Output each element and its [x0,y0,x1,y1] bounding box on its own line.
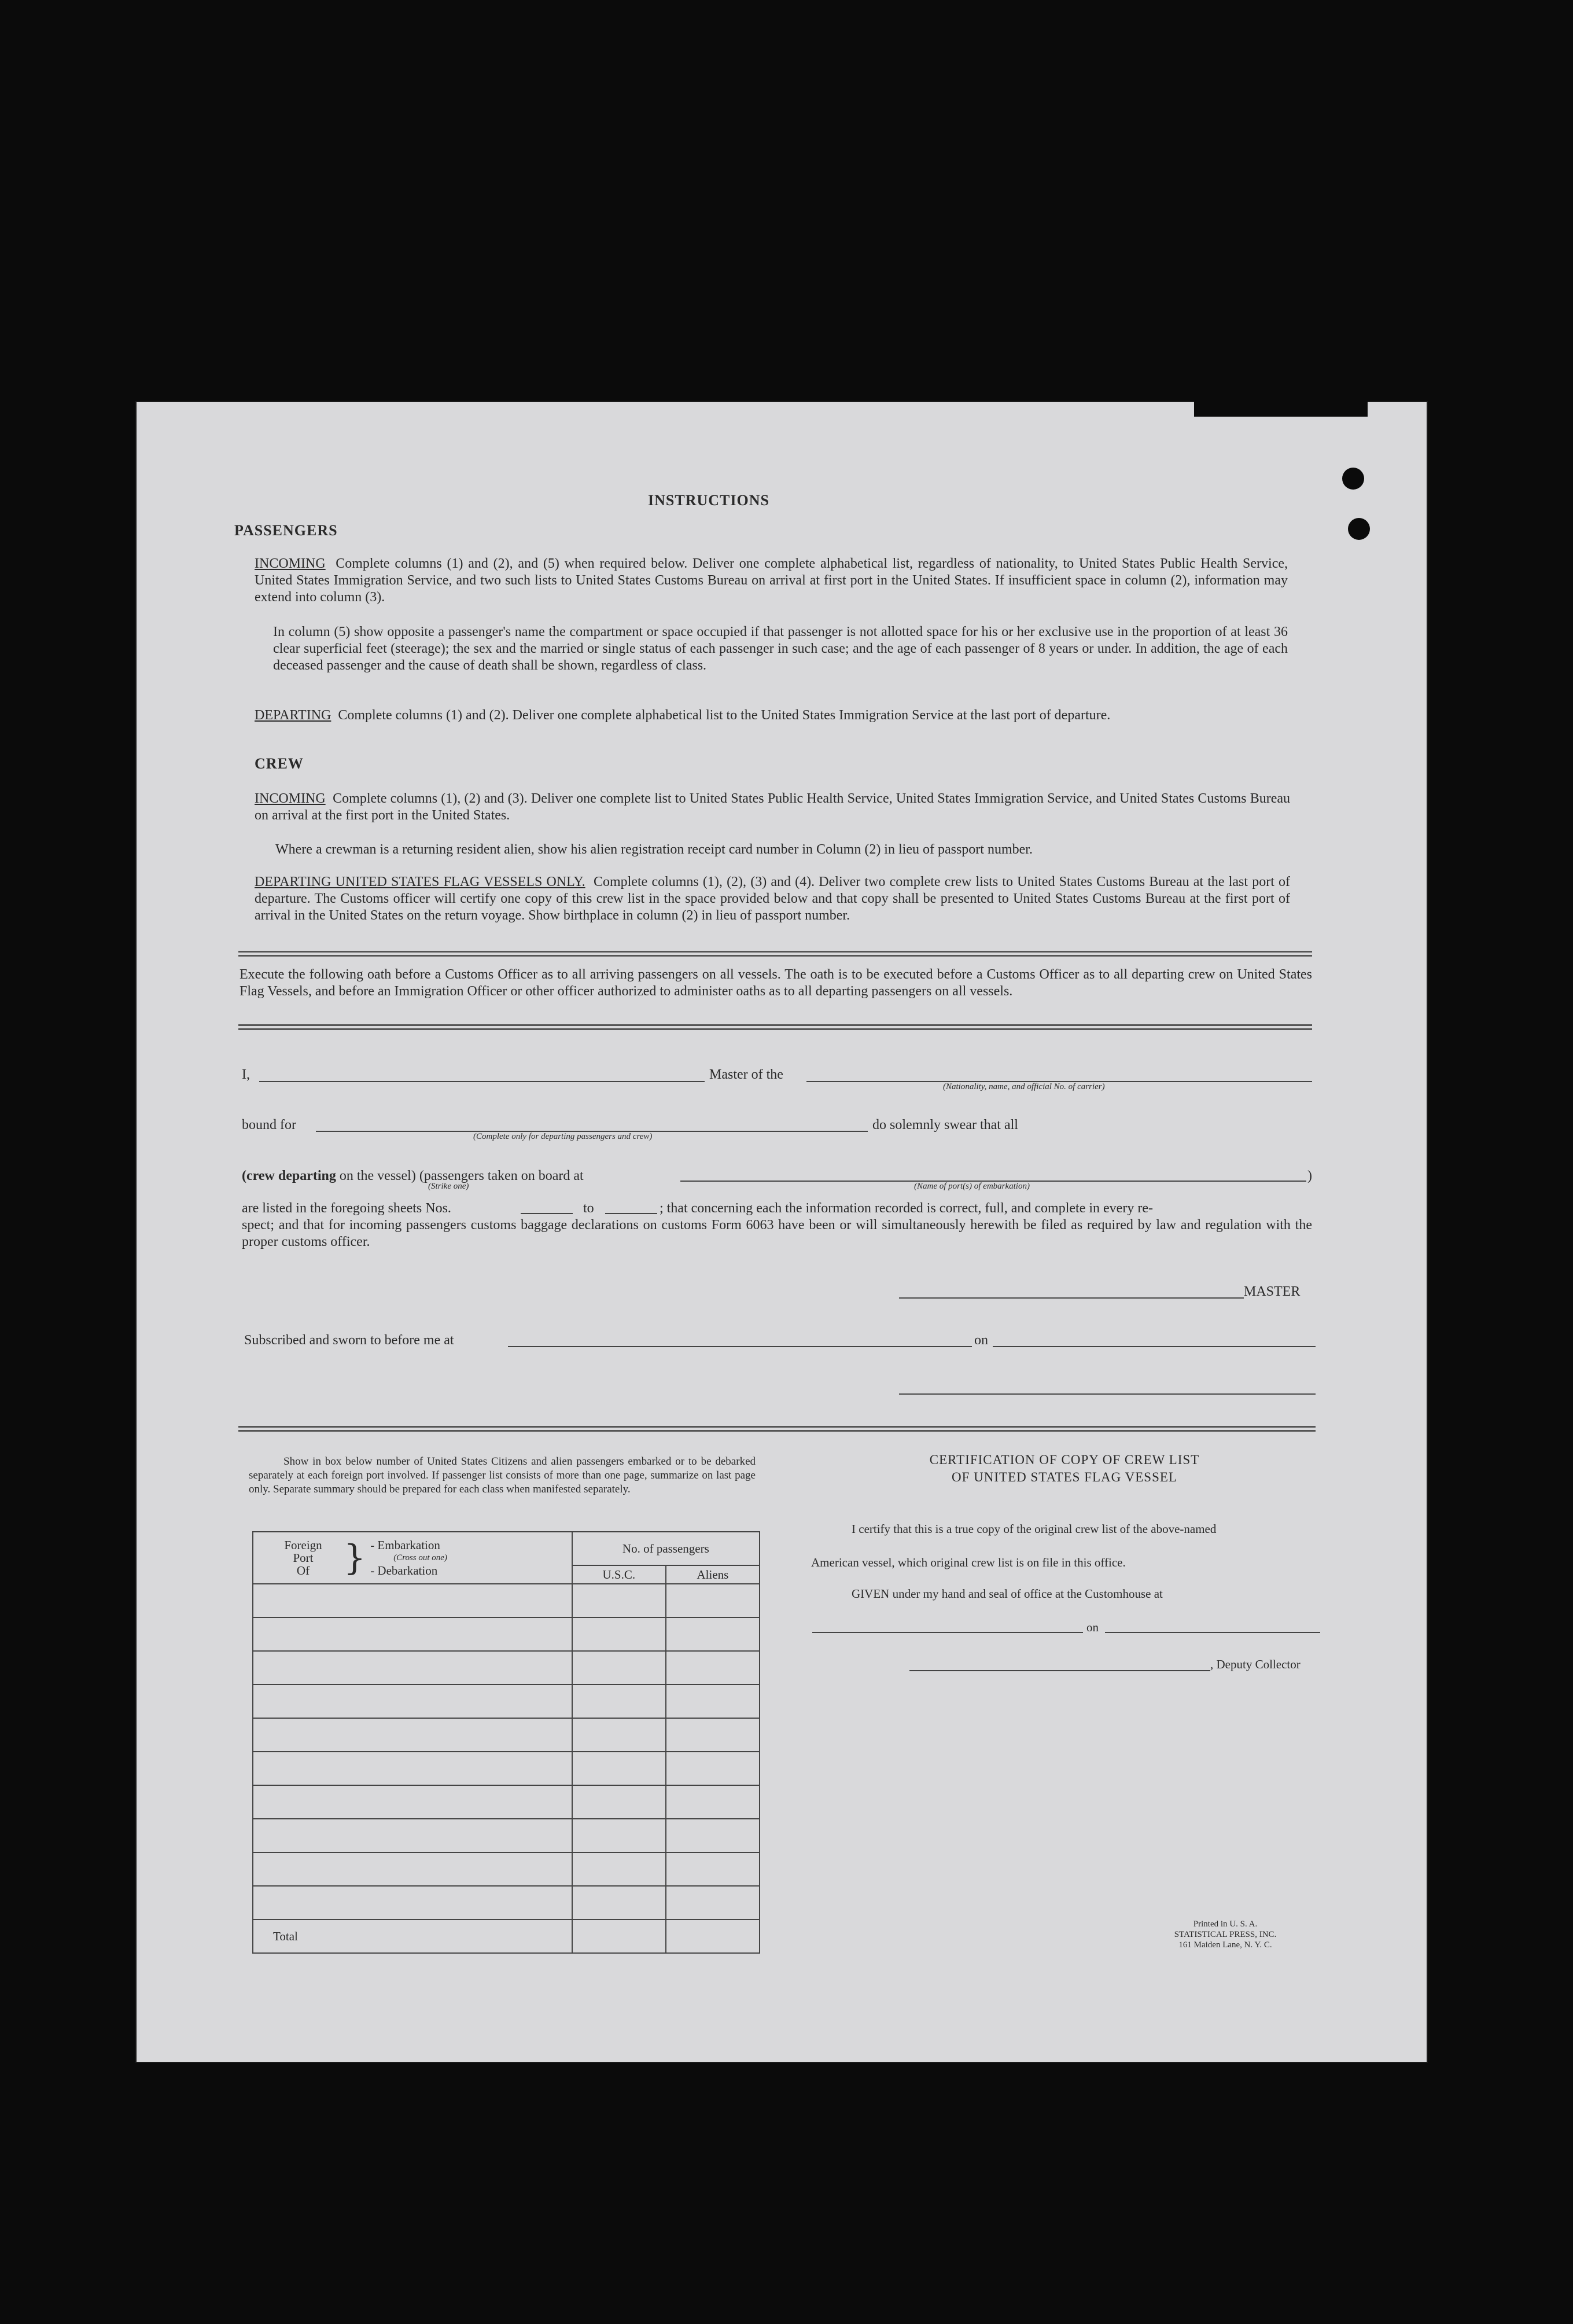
departing-text: Complete columns (1) and (2). Deliver one complete alphabetical list to the United States Immigration Service at the last port of departure. [338,708,1111,723]
usc-cell[interactable] [572,1819,666,1852]
cert-line3: GIVEN under my hand and seal of office at the Customhouse at [852,1587,1163,1601]
table-row [253,1718,760,1752]
punch-hole [1348,518,1370,540]
printer-imprint [1134,1919,1317,1950]
scan-tab-shadow [1194,399,1368,417]
subscribed-label: Subscribed and sworn to before me at [244,1333,454,1348]
usc-header: U.S.C. [572,1565,666,1584]
cert-title-line1: CERTIFICATION OF COPY OF CREW LIST [929,1452,1200,1467]
aliens-cell[interactable] [666,1785,760,1819]
port-cell[interactable] [253,1584,572,1617]
sheet-from-field[interactable] [521,1213,573,1214]
aliens-cell[interactable] [666,1651,760,1685]
foreign-label: Foreign [284,1538,322,1552]
aliens-cell[interactable] [666,1617,760,1651]
port-label: Port [293,1551,314,1565]
aliens-cell[interactable] [666,1886,760,1919]
port-cell[interactable] [253,1718,572,1752]
passenger-count-table [252,1531,760,1954]
departing-caption: (Complete only for departing passengers and crew) [473,1132,653,1141]
officer-signature-field[interactable] [899,1393,1316,1395]
table-row [253,1584,760,1617]
usc-total-cell[interactable] [572,1919,666,1953]
aliens-cell[interactable] [666,1718,760,1752]
cert-line2: American vessel, which original crew list is on file in this office. [811,1556,1126,1569]
listed-to: to [583,1201,594,1216]
port-caption: (Name of port(s) of embarkation) [914,1182,1030,1191]
printer-line2: STATISTICAL PRESS, INC. [1174,1930,1277,1939]
master-signature-field[interactable] [899,1297,1244,1299]
printer-line1: Printed in U. S. A. [1193,1919,1258,1929]
table-row [253,1617,760,1651]
port-header [253,1532,572,1584]
port-cell[interactable] [253,1617,572,1651]
usc-cell[interactable] [572,1718,666,1752]
crew-departing-label: DEPARTING UNITED STATES FLAG VESSELS ONLY. [255,874,585,889]
aliens-cell[interactable] [666,1752,760,1785]
master-label: MASTER [1244,1284,1301,1299]
usc-cell[interactable] [572,1685,666,1718]
divider [238,951,1312,957]
crew-heading: CREW [255,755,304,772]
table-row [253,1685,760,1718]
master-of-label: Master of the [709,1067,783,1082]
cert-title [810,1451,1319,1486]
total-label: Total [253,1919,572,1953]
table-row [253,1819,760,1852]
sworn-on-label: on [974,1333,988,1348]
i-label: I, [242,1067,250,1082]
listed-c: spect; and that for incoming passengers customs baggage declarations on customs Form 6063 have been or will simultaneously herewith be filed as required by law and regulation with the proper customs officer. [242,1218,1312,1249]
usc-cell[interactable] [572,1886,666,1919]
aliens-cell[interactable] [666,1819,760,1852]
crew-incoming-label: INCOMING [255,791,326,806]
num-passengers-header: No. of passengers [572,1532,760,1565]
departing-label: DEPARTING [255,708,331,723]
box-note: Show in box below number of United States Citizens and alien passengers embarked or to be debarked separately at each foreign port involved. If passenger list consists of more than one page, summarize on last page only. Separate summary should be prepared for each class when manifested separately. [249,1455,756,1495]
usc-cell[interactable] [572,1752,666,1785]
usc-cell[interactable] [572,1651,666,1685]
page-title: INSTRUCTIONS [648,492,769,509]
usc-cell[interactable] [572,1785,666,1819]
punch-hole [1342,468,1364,490]
passengers-heading: PASSENGERS [234,522,338,539]
passengers-departing [255,707,1288,724]
table-row [253,1752,760,1785]
total-row [253,1919,760,1953]
port-cell[interactable] [253,1752,572,1785]
oath-intro: Execute the following oath before a Customs Officer as to all arriving passengers on all vessels. The oath is to be executed before a Customs Officer as to all departing crew on United States Flag Vessels, and before an Immigration Officer or other officer authorized to administer oaths as to all departing passengers on all vessels. [240,967,1312,999]
cert-title-line2: OF UNITED STATES FLAG VESSEL [952,1470,1177,1484]
cert-line1: I certify that this is a true copy of the original crew list of the above-named [852,1522,1217,1536]
aliens-total-cell[interactable] [666,1919,760,1953]
usc-cell[interactable] [572,1584,666,1617]
master-name-field[interactable] [259,1081,705,1082]
nationality-caption: (Nationality, name, and official No. of carrier) [943,1082,1105,1091]
strike-one-caption: (Strike one) [428,1182,469,1191]
cert-date-field[interactable] [1105,1632,1320,1633]
crew-strike-line [242,1168,584,1185]
aliens-cell[interactable] [666,1584,760,1617]
sheet-to-field[interactable] [605,1213,657,1214]
table-row [253,1651,760,1685]
sworn-date-field[interactable] [993,1346,1316,1347]
cross-out-note: (Cross out one) [393,1553,447,1562]
passengers-incoming [255,556,1288,606]
table-row [253,1785,760,1819]
embarkation-option[interactable]: - Embarkation [370,1538,440,1552]
close-paren: ) [1307,1168,1312,1183]
bound-for-label: bound for [242,1117,296,1132]
customhouse-field[interactable] [812,1632,1083,1633]
incoming-label: INCOMING [255,556,326,571]
crew-departing [255,874,1290,924]
port-cell[interactable] [253,1852,572,1886]
usc-cell[interactable] [572,1617,666,1651]
swear-text: do solemnly swear that all [872,1117,1018,1132]
listed-b: ; that concerning each the information recorded is correct, full, and complete in every re- [660,1201,1153,1216]
port-cell[interactable] [253,1886,572,1919]
port-cell[interactable] [253,1819,572,1852]
port-cell[interactable] [253,1685,572,1718]
aliens-cell[interactable] [666,1685,760,1718]
divider [238,1426,1316,1432]
crew-incoming-text: Complete columns (1), (2) and (3). Deliver one complete list to United States Public Health Service, United States Immigration Service, and United States Customs Bureau on arrival at the first port in the United States. [255,791,1291,823]
aliens-cell[interactable] [666,1852,760,1886]
crew-resident: Where a crewman is a returning resident alien, show his alien registration receipt card number in Column (2) in lieu of passport number. [275,842,1033,857]
passengers-option[interactable]: (passengers taken on board at [419,1168,584,1183]
foreign-port-of [263,1539,344,1577]
table-row [253,1886,760,1919]
port-cell[interactable] [253,1651,572,1685]
deputy-signature-field[interactable] [909,1670,1210,1671]
of-label: Of [296,1564,310,1577]
debarkation-option[interactable]: - Debarkation [370,1564,438,1577]
printer-line3: 161 Maiden Lane, N. Y. C. [1178,1940,1272,1950]
listed-a: are listed in the foregoing sheets Nos. [242,1201,451,1216]
deputy-label: , Deputy Collector [1210,1657,1301,1671]
port-cell[interactable] [253,1785,572,1819]
cert-on-label: on [1086,1620,1099,1634]
crew-departing-text: Complete columns (1), (2), (3) and (4). Deliver two complete crew lists to United States Customs Bureau at the last port of departure. The Customs officer will certify one copy of this crew list in the space provided below and that copy shall be presented to United States Customs Bureau at the first port of arrival in the United States on the return voyage. Show birthplace in column (2) in lieu of passport number. [255,874,1291,923]
embark-options [366,1539,447,1577]
aliens-header: Aliens [666,1565,760,1584]
incoming-text: Complete columns (1) and (2), and (5) when required below. Deliver one complete alphabetical list, regardless of nationality, to United States Public Health Service, United States Immigration Service, and two such lists to United States Customs Bureau on arrival at first port in the United States. If insufficient space in column (2), information may extend into column (3). [255,556,1288,605]
passengers-column5: In column (5) show opposite a passenger's name the compartment or space occupied if that passenger is not allotted space for his or her exclusive use in the proportion of at least 36 clear superficial feet (steerage); the sex and the married or single status of each passenger in such case; and the age of each passenger of 8 years or under. In addition, the age of each deceased passenger and the cause of death shall be shown, regardless of class. [273,624,1288,673]
usc-cell[interactable] [572,1852,666,1886]
on-vessel-text: on the vessel) [339,1168,416,1183]
divider [238,1024,1312,1030]
brace-symbol: } [344,1538,366,1578]
sworn-place-field[interactable] [508,1346,972,1347]
table-row [253,1852,760,1886]
crew-departing-option[interactable]: (crew departing [242,1168,336,1183]
crew-incoming [255,790,1290,824]
